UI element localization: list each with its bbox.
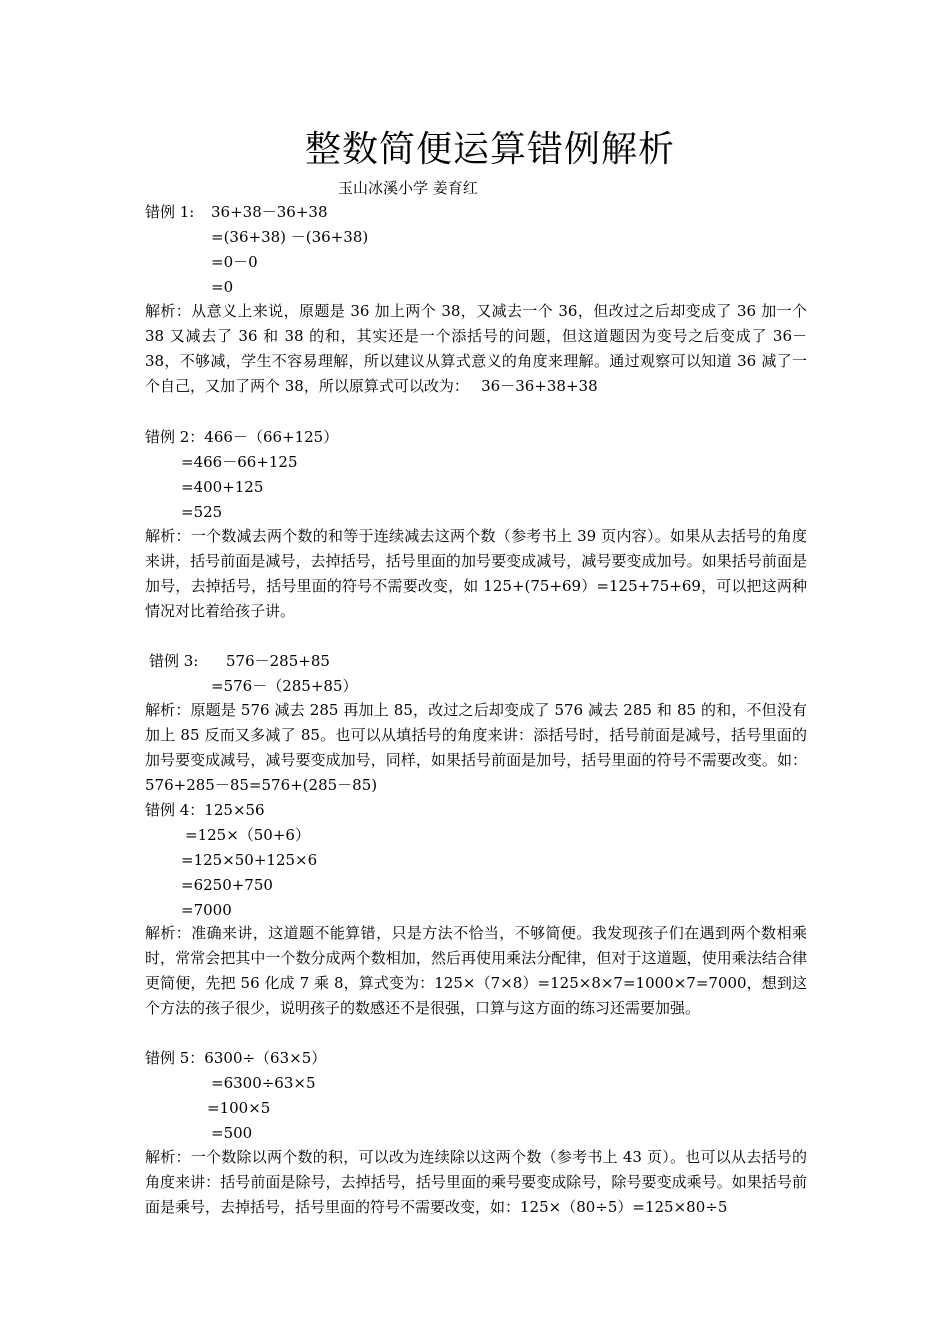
- example-1-analysis: 解析：从意义上来说，原题是 36 加上两个 38，又减去一个 36，但改过之后却变成了 36 加一个 38 又减去了 36 和 38 的和，其实还是一个添括号的问题，但这道题因为变号之后变成了 36－38，不够减，学生不容易理解，所以建议从算式意义的角度来理解。通过观察可以知道 36 减了一个自己，又加了两个 38，所以原算式可以改为： 36－36+38+38: [145, 302, 807, 395]
- example-5-line: =500: [211, 1124, 253, 1142]
- example-4-line: =7000: [181, 901, 232, 919]
- example-5-line: =6300÷63×5: [211, 1074, 316, 1092]
- page-title: 整数简便运算错例解析: [304, 129, 675, 170]
- example-3-label: 错例 3:: [149, 652, 199, 670]
- example-4-line: =6250+750: [181, 876, 273, 894]
- example-5-analysis: 解析：一个数除以两个数的积，可以改为连续除以这两个数（参考书上 43 页）。也可以从去括号的角度来讲：括号前面是除号，去掉括号，括号里面的乘号要变成除号，除号要变成乘号。如果括号前面是乘号，去掉括号，括号里面的符号不需要改变，如：125×（80÷5）=125×80÷5: [145, 1148, 807, 1216]
- example-3-line: =576－（285+85）: [211, 677, 358, 695]
- example-4-line: =125×50+125×6: [181, 851, 318, 869]
- example-2-line: =525: [181, 503, 223, 521]
- example-5-label: 错例 5：6300÷（63×5）: [145, 1049, 327, 1067]
- example-4-line: =125×（50+6）: [185, 826, 310, 844]
- example-2-analysis: 解析：一个数减去两个数的和等于连续减去这两个数（参考书上 39 页内容）。如果从去括号的角度来讲，括号前面是减号，去掉括号，括号里面的加号要变成减号，减号要变成加号。如果括号前面是加号，去掉括号，括号里面的符号不需要改变，如 125+(75+69）=125+75+69，可以把这两种情况对比着给孩子讲。: [145, 527, 807, 620]
- example-2-line: =400+125: [181, 478, 264, 496]
- example-4-analysis: 解析：准确来讲，这道题不能算错，只是方法不恰当，不够简便。我发现孩子们在遇到两个数相乘时，常常会把其中一个数分成两个数相加，然后再使用乘法分配律，但对于这道题，使用乘法结合律更简便，先把 56 化成 7 乘 8，算式变为：125×（7×8）=125×8×7=1000×7=7000，想到这个方法的孩子很少，说明孩子的数感还不是很强，口算与这方面的练习还需要加强。: [145, 924, 807, 1017]
- author-line: 玉山冰溪小学 姜育红: [338, 179, 478, 197]
- example-2-line: =466－66+125: [181, 453, 298, 471]
- example-1-line: =0－0: [211, 253, 258, 271]
- example-1-line: =0: [211, 278, 234, 296]
- example-4-label: 错例 4：125×56: [145, 801, 265, 819]
- example-1-label: 错例 1:: [145, 203, 195, 221]
- example-2-label: 错例 2：466－（66+125）: [145, 428, 339, 446]
- example-5-line: =100×5: [207, 1099, 271, 1117]
- example-1-line: 36+38－36+38: [211, 203, 328, 221]
- example-3-analysis: 解析：原题是 576 减去 285 再加上 85，改过之后却变成了 576 减去 285 和 85 的和，不但没有加上 85 反而又多减了 85。也可以从填括号的角度来讲：添括号时，括号前面是减号，括号里面的加号要变成减号，减号要变成加号，同样，如果括号前面是加号，括号里面的符号不需要改变。如：576+285－85=576+(285－85): [145, 701, 807, 794]
- example-1-line: =(36+38) －(36+38): [211, 228, 369, 246]
- example-3-line: 576－285+85: [226, 652, 330, 670]
